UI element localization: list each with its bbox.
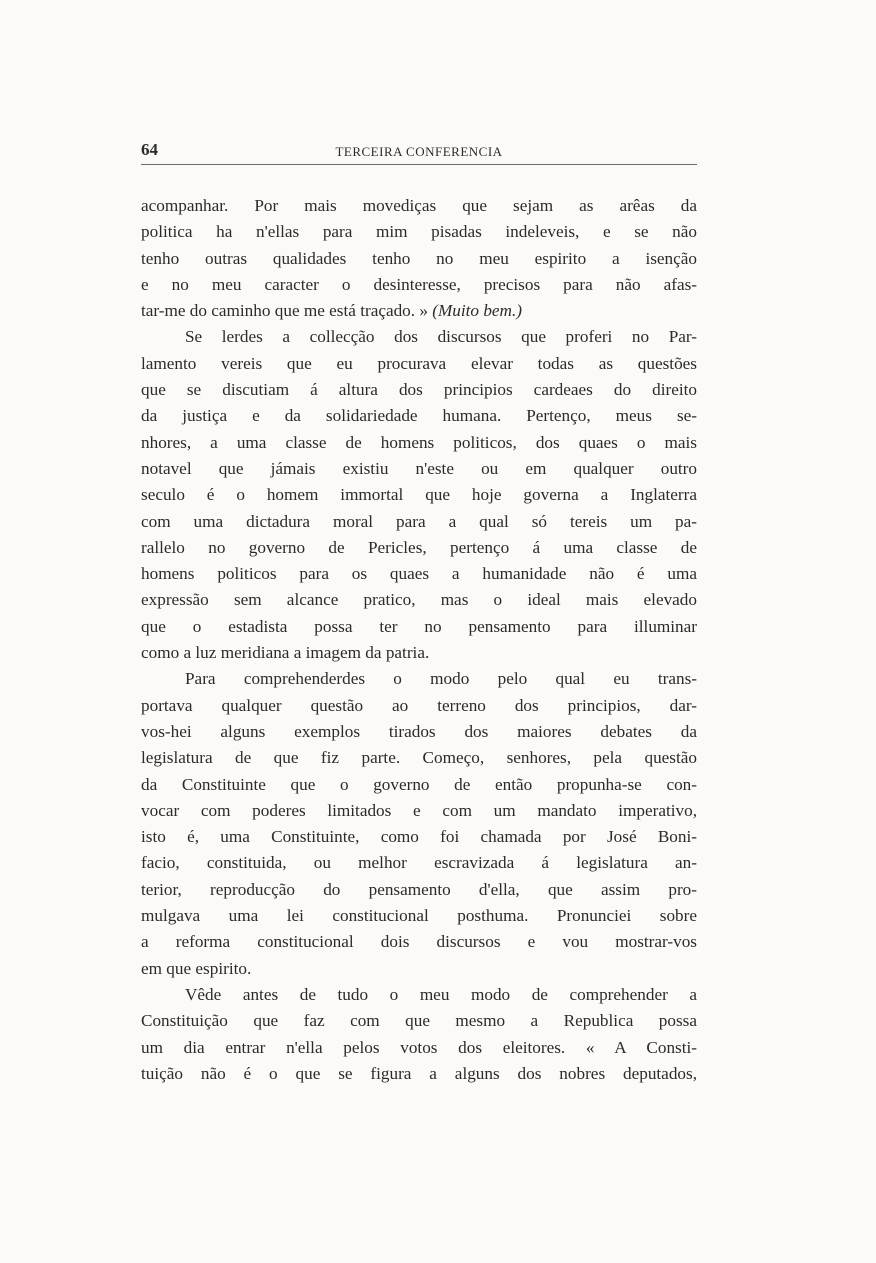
text-line: que se discutiam á altura dos principios cardeaes do direito xyxy=(141,380,697,400)
text-line: em que espirito. xyxy=(141,958,252,978)
text-line: notavel que jámais existiu n'este ou em qualquer outro xyxy=(141,458,697,478)
applause-note: (Muito bem.) xyxy=(427,301,522,321)
text-line: Constituição que faz com que mesmo a Republica possa xyxy=(141,1011,697,1031)
text-line: nhores, a uma classe de homens politicos, dos quaes o mais xyxy=(141,432,697,452)
text-line: tuição não é o que se figura a alguns dos nobres deputados, xyxy=(141,1063,697,1083)
text-line: facio, constituida, ou melhor escravizada á legislatura an- xyxy=(141,853,697,873)
text-line: isto é, uma Constituinte, como foi chamada por José Boni- xyxy=(141,827,697,847)
text-line: rallelo no governo de Pericles, pertenço á uma classe de xyxy=(141,537,697,557)
running-title: TERCEIRA CONFERENCIA xyxy=(335,144,503,159)
text-line: como a luz meridiana a imagem da patria. xyxy=(141,643,430,663)
text-line: portava qualquer questão ao terreno dos principios, dar- xyxy=(141,695,697,715)
body-text xyxy=(141,193,697,1087)
paragraph-3 xyxy=(141,666,697,982)
text-line: lamento vereis que eu procurava elevar todas as questões xyxy=(141,353,697,373)
text-line: politica ha n'ellas para mim pisadas indeleveis, e se não xyxy=(141,222,697,242)
text-line: vos-hei alguns exemplos tirados dos maiores debates da xyxy=(141,721,697,741)
text-line: terior, reproducção do pensamento d'ella, que assim pro- xyxy=(141,879,697,899)
text-line: Se lerdes a collecção dos discursos que proferi no Par- xyxy=(185,327,697,347)
paragraph-2 xyxy=(141,324,697,666)
text-line-main: tar-me do caminho que me está traçado. » xyxy=(141,301,428,321)
text-line: a reforma constitucional dois discursos e vou mostrar-vos xyxy=(141,932,697,952)
running-header xyxy=(141,140,697,165)
book-page xyxy=(141,140,697,1087)
paragraph-1 xyxy=(141,193,697,324)
text-line: expressão sem alcance pratico, mas o ideal mais elevado xyxy=(141,590,697,610)
page-number: 64 xyxy=(141,140,158,159)
text-line: legislatura de que fiz parte. Começo, senhores, pela questão xyxy=(141,748,697,768)
text-line: que o estadista possa ter no pensamento para illuminar xyxy=(141,616,697,636)
text-line: da Constituinte que o governo de então propunha-se con- xyxy=(141,774,697,794)
text-line xyxy=(141,298,697,324)
text-line: Para comprehenderdes o modo pelo qual eu trans- xyxy=(185,669,697,689)
text-line: acompanhar. Por mais movediças que sejam as arêas da xyxy=(141,196,697,215)
text-line: e no meu caracter o desinteresse, precisos para não afas- xyxy=(141,274,697,294)
text-line: vocar com poderes limitados e com um mandato imperativo, xyxy=(141,800,697,820)
text-line: seculo é o homem immortal que hoje governa a Inglaterra xyxy=(141,485,697,505)
text-line: com uma dictadura moral para a qual só tereis um pa- xyxy=(141,511,697,531)
text-line: tenho outras qualidades tenho no meu espirito a isenção xyxy=(141,248,697,268)
text-line: um dia entrar n'ella pelos votos dos eleitores. « A Consti- xyxy=(141,1037,697,1057)
text-line: mulgava uma lei constitucional posthuma. Pronunciei sobre xyxy=(141,906,697,926)
paragraph-4 xyxy=(141,982,697,1087)
text-line: homens politicos para os quaes a humanidade não é uma xyxy=(141,564,697,584)
text-line: da justiça e da solidariedade humana. Pertenço, meus se- xyxy=(141,406,697,426)
text-line: Vêde antes de tudo o meu modo de comprehender a xyxy=(185,984,697,1004)
